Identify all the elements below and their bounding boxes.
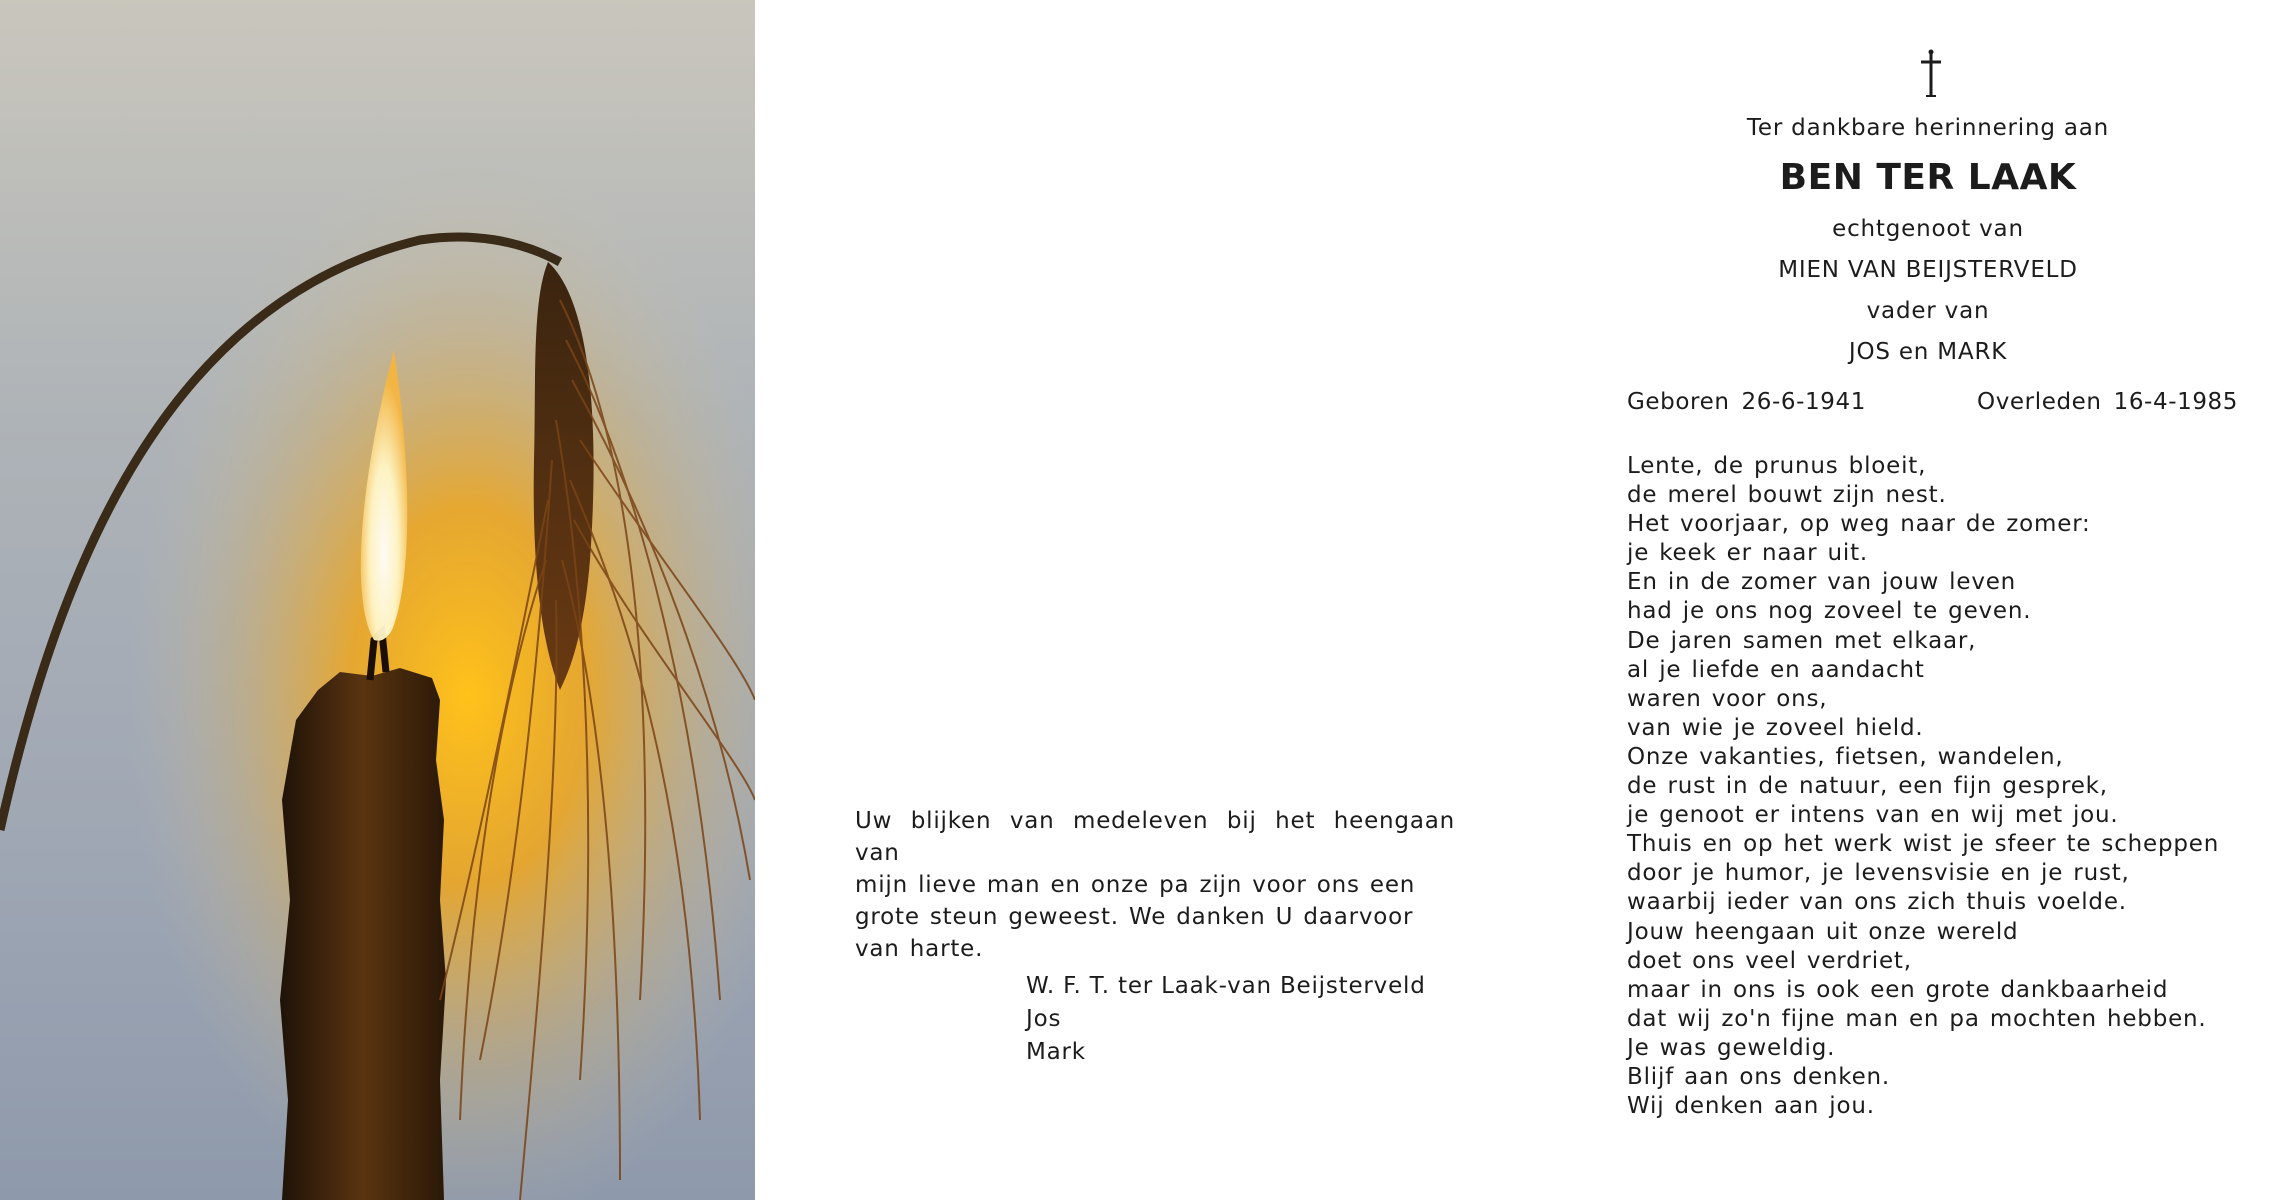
thanks-line: mijn lieve man en onze pa zijn voor ons een [855, 872, 1416, 898]
poem-line: Onze vakanties, fietsen, wandelen, [1627, 743, 2064, 770]
poem-line: En in de zomer van jouw leven [1627, 569, 2017, 596]
poem-line: Jouw heengaan uit onze wereld [1627, 918, 2019, 945]
born-label: Geboren [1627, 389, 1730, 415]
poem-line: maar in ons is ook een grote dankbaarheid [1627, 976, 2169, 1003]
poem-line: doet ons veel verdriet, [1627, 947, 1912, 974]
memorial-poem [1627, 452, 2227, 1121]
poem-line: had je ons nog zoveel te geven. [1627, 598, 2032, 625]
thanks-line: grote steun geweest. We danken U daarvoor [855, 904, 1414, 930]
poem-line: door je humor, je levensvisie en je rust, [1627, 860, 2130, 887]
children-label: vader van [1866, 298, 1990, 324]
deceased-name: BEN TER LAAK [1779, 157, 2077, 198]
signatures [1026, 970, 1426, 1069]
birth-info [1627, 389, 1866, 415]
poem-line: Wij denken aan jou. [1627, 1093, 1875, 1120]
poem-line: al je liefde en aandacht [1627, 656, 1925, 683]
poem-line: Je was geweldig. [1627, 1034, 1836, 1061]
born-date: 26-6-1941 [1741, 389, 1866, 415]
poem-line: Lente, de prunus bloeit, [1627, 453, 1927, 479]
poem-line: De jaren samen met elkaar, [1627, 627, 1977, 654]
death-info [1977, 389, 2238, 415]
poem-line: Blijf aan ons denken. [1627, 1063, 1891, 1090]
thank-you-message [855, 805, 1455, 965]
thanks-line: van harte. [855, 936, 984, 962]
signature-line: Mark [1026, 1039, 1086, 1065]
thanks-line: Uw blijken van medeleven bij het heengaan van [855, 808, 1455, 866]
children-names: JOS en MARK [1848, 339, 2008, 365]
poem-line: Het voorjaar, op weg naar de zomer: [1627, 511, 2091, 538]
cross-icon [1916, 48, 1946, 98]
spouse-label: echtgenoot van [1832, 216, 2024, 242]
spouse-name: MIEN VAN BEIJSTERVELD [1778, 257, 2078, 283]
signature-line: Jos [1026, 1006, 1062, 1032]
signature-line: W. F. T. ter Laak-van Beijsterveld [1026, 973, 1426, 999]
died-label: Overleden [1977, 389, 2102, 415]
poem-line: van wie je zoveel hield. [1627, 714, 1924, 741]
poem-line: waren voor ons, [1627, 685, 1828, 712]
intro-text: Ter dankbare herinnering aan [1746, 115, 2110, 141]
poem-line: je keek er naar uit. [1627, 540, 1869, 567]
poem-line: je genoot er intens van en wij met jou. [1627, 802, 2119, 829]
died-date: 16-4-1985 [2113, 389, 2239, 415]
poem-line: de rust in de natuur, een fijn gesprek, [1627, 773, 2108, 800]
poem-line: Thuis en op het werk wist je sfeer te scheppen [1627, 831, 2220, 858]
candle-wheat-photo [0, 0, 755, 1200]
poem-line: waarbij ieder van ons zich thuis voelde. [1627, 889, 2127, 916]
poem-line: dat wij zo'n fijne man en pa mochten hebben. [1627, 1005, 2207, 1032]
poem-line: de merel bouwt zijn nest. [1627, 482, 1947, 509]
